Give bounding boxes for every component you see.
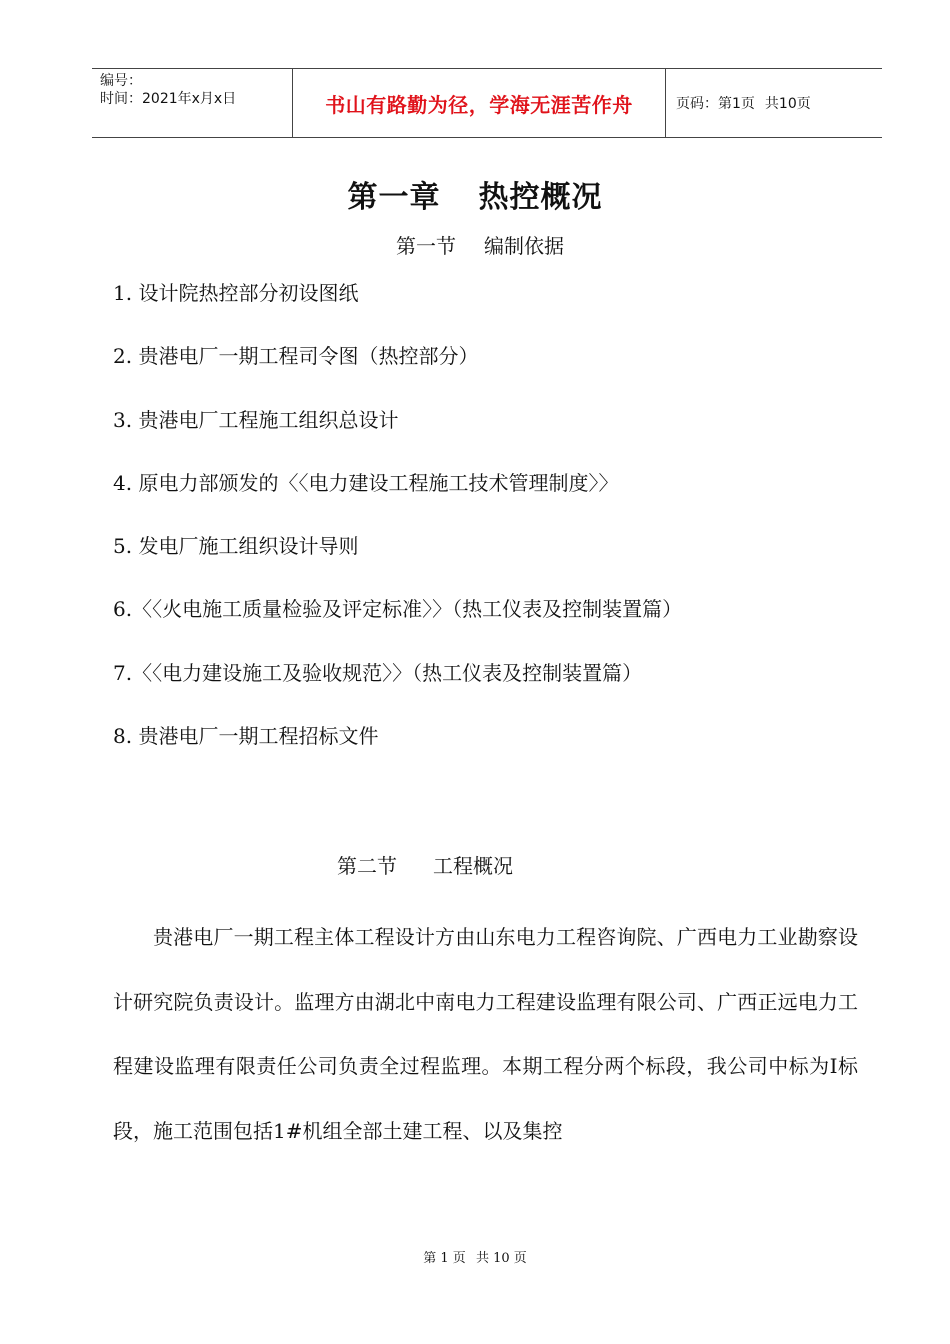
header-motto: 书山有路勤为径，学海无涯苦作舟 <box>325 92 633 117</box>
footer-page: 第 1 页 <box>423 1251 466 1266</box>
footer-total: 共 10 页 <box>475 1251 527 1266</box>
list-item: 5. 发电厂施工组织设计导则 <box>113 534 359 559</box>
section-name: 工程概况 <box>433 854 513 878</box>
section-number: 第二节 <box>337 854 397 878</box>
list-item: 8. 贵港电厂一期工程招标文件 <box>113 724 379 749</box>
list-item: 1. 设计院热控部分初设图纸 <box>113 281 359 305</box>
header-motto-cell <box>293 69 666 137</box>
section-name: 编制依据 <box>484 234 564 258</box>
page-footer <box>0 1247 950 1266</box>
list-item: 4. 原电力部颁发的〈〈电力建设工程施工技术管理制度〉〉 <box>113 470 619 495</box>
header-page-label: 页码：第1页 <box>676 96 755 112</box>
list-item: 7.〈〈电力建设施工及验收规范〉〉（热工仪表及控制装置篇） <box>113 660 643 685</box>
overview-paragraph: 贵港电厂一期工程主体工程设计方由山东电力工程咨询院、广西电力工业勘察设计研究院负责设计。监理方由湖北中南电力工程建设监理有限公司、广西正远电力工程建设监理有限责任公司负责全过程监理。本期工程分两个标段，我公司中标为Ⅰ标段，施工范围包括1#机组全部土建工程、以及集控 <box>113 925 858 1143</box>
list-item: 6.〈〈火电施工质量检验及评定标准〉〉（热工仪表及控制装置篇） <box>113 597 683 622</box>
header-meta-cell <box>92 69 293 137</box>
chapter-name: 热控概况 <box>478 180 603 215</box>
chapter-number: 第一章 <box>347 180 441 215</box>
list-item: 2. 贵港电厂一期工程司令图（热控部分） <box>113 344 479 369</box>
section-heading-basis <box>0 230 950 259</box>
section-heading-overview <box>337 850 513 879</box>
document-header <box>92 68 882 138</box>
header-total-label: 共10页 <box>764 96 811 112</box>
header-page-cell <box>666 69 882 137</box>
document-number-label: 编号： <box>100 73 142 89</box>
section-number: 第一节 <box>396 234 456 258</box>
list-item: 3. 贵港电厂工程施工组织总设计 <box>113 407 399 432</box>
basis-list <box>113 279 682 785</box>
document-time-label: 时间：2021年x月x日 <box>100 91 237 107</box>
chapter-title <box>0 172 950 216</box>
